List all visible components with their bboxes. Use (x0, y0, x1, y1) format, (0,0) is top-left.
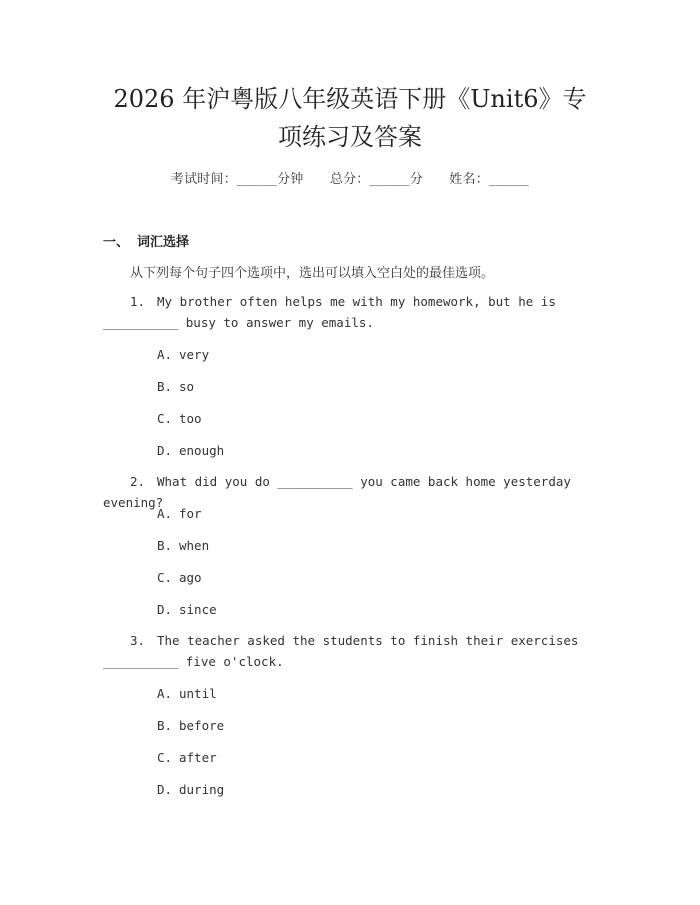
option-text: very (179, 347, 210, 362)
exam-info: 考试时间：______分钟 总分：______分 姓名：______ (170, 172, 530, 187)
section-number: 一、 (103, 235, 130, 250)
option-text: for (179, 506, 202, 521)
option-d (157, 443, 224, 458)
question-number: 2. (130, 474, 146, 489)
option-letter: B. (157, 538, 173, 553)
question-text: The teacher asked the students to finish their exercises __________ five o'clock. (103, 633, 579, 669)
option-c (157, 411, 202, 426)
question-number: 3. (130, 633, 146, 648)
option-letter: A. (157, 506, 173, 521)
option-text: ago (179, 570, 202, 585)
option-c (157, 570, 202, 585)
option-d (157, 782, 224, 797)
question-number: 1. (130, 294, 146, 309)
option-letter: B. (157, 379, 173, 394)
option-a (157, 347, 209, 362)
question-1 (103, 291, 599, 333)
question-text: What did you do __________ you came back home yesterday evening? (103, 474, 571, 510)
option-text: enough (179, 443, 225, 458)
option-letter: B. (157, 718, 173, 733)
option-a (157, 686, 217, 701)
option-text: after (179, 750, 217, 765)
section-instruction: 从下列每个句子四个选项中，选出可以填入空白处的最佳选项。 (130, 266, 495, 281)
option-text: too (179, 411, 202, 426)
option-c (157, 750, 217, 765)
title-line-2: 项练习及答案 (278, 123, 422, 151)
option-letter: D. (157, 602, 173, 617)
page-title (0, 80, 700, 156)
option-text: until (179, 686, 217, 701)
section-title: 词汇选择 (137, 235, 190, 250)
option-letter: C. (157, 411, 173, 426)
title-line-1: 2026 年沪粤版八年级英语下册《Unit6》专 (113, 85, 587, 113)
option-text: so (179, 379, 195, 394)
option-letter: D. (157, 443, 173, 458)
option-text: since (179, 602, 217, 617)
option-d (157, 602, 217, 617)
section-heading (103, 231, 189, 250)
option-text: during (179, 782, 225, 797)
option-text: before (179, 718, 225, 733)
option-b (157, 379, 194, 394)
option-text: when (179, 538, 210, 553)
option-letter: D. (157, 782, 173, 797)
option-b (157, 538, 209, 553)
option-letter: C. (157, 750, 173, 765)
option-b (157, 718, 224, 733)
option-letter: C. (157, 570, 173, 585)
question-3 (103, 630, 599, 672)
option-letter: A. (157, 347, 173, 362)
question-text: My brother often helps me with my homework, but he is __________ busy to answer my emails. (103, 294, 556, 330)
option-letter: A. (157, 686, 173, 701)
option-a (157, 506, 202, 521)
